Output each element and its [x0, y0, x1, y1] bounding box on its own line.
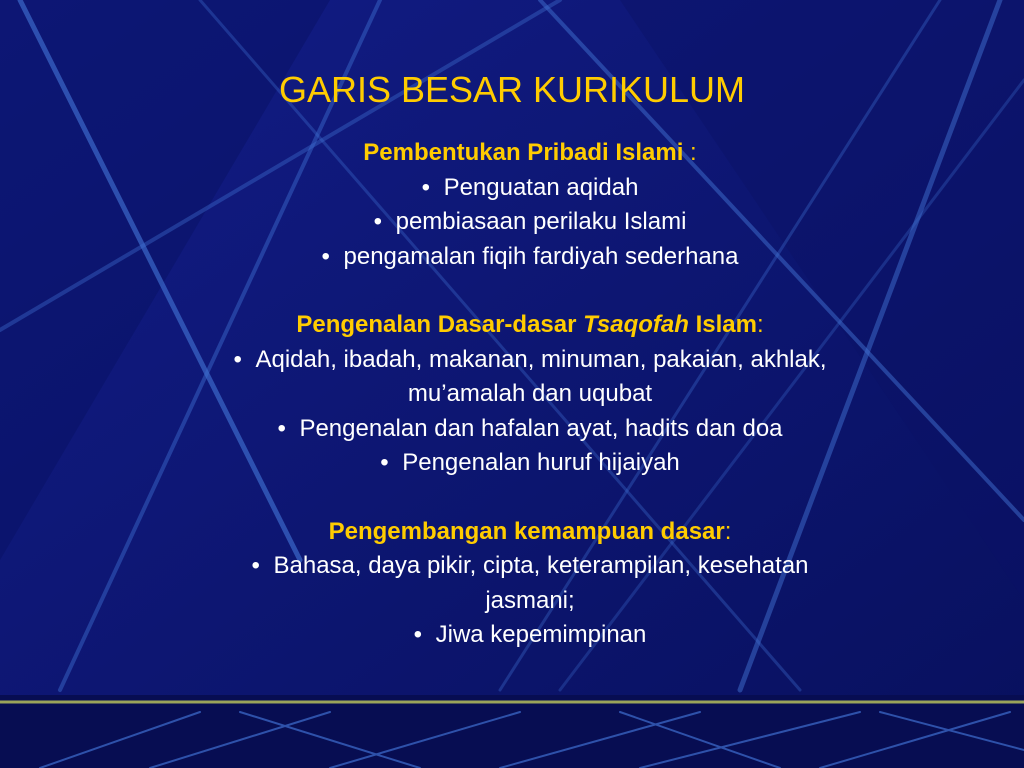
section-heading-pribadi — [150, 136, 910, 171]
heading-suffix: : — [756, 311, 764, 338]
bullet-icon: • — [373, 208, 382, 235]
section-heading-italic: Tsaqofah — [583, 311, 689, 338]
list-item-text: Jiwa kepemimpinan — [435, 621, 647, 648]
list-item-text: Bahasa, daya pikir, cipta, keterampilan, kesehatan — [273, 552, 809, 579]
list-item-text: Pengenalan dan hafalan ayat, hadits dan doa — [299, 414, 783, 442]
section-heading-text: Islam — [688, 311, 757, 338]
list-item-text: jasmani; — [485, 586, 575, 614]
bullet-icon: • — [413, 621, 423, 648]
section-heading-text: Pembentukan Pribadi Islami — [363, 139, 684, 166]
section-heading-kemampuan — [150, 515, 910, 550]
bullet-icon: • — [380, 449, 389, 476]
slide-title: GARIS BESAR KURIKULUM — [278, 69, 746, 110]
slide-content — [150, 136, 910, 653]
list-item-continuation — [150, 584, 910, 619]
list-item — [150, 549, 910, 584]
heading-suffix: : — [683, 139, 697, 166]
section-heading-text: Pengembangan kemampuan dasar — [328, 517, 725, 545]
bullet-icon: • — [421, 173, 430, 201]
section-spacer — [150, 481, 910, 515]
list-item — [150, 412, 910, 447]
section-spacer — [150, 274, 910, 308]
heading-suffix: : — [724, 517, 732, 545]
list-item-continuation — [150, 377, 910, 412]
list-item — [150, 343, 910, 378]
section-heading-text: Pengenalan Dasar-dasar — [296, 311, 584, 338]
section-heading-tsaqofah — [150, 308, 910, 343]
list-item-text: Penguatan aqidah — [443, 173, 639, 201]
list-item — [150, 446, 910, 481]
list-item-text: Aqidah, ibadah, makanan, minuman, pakaian, akhlak, — [255, 345, 827, 373]
bullet-icon: • — [277, 414, 286, 442]
list-item-text: mu’amalah dan uqubat — [407, 380, 653, 407]
list-item-text: pengamalan fiqih fardiyah sederhana — [343, 242, 739, 270]
list-item-text: Pengenalan huruf hijaiyah — [402, 449, 680, 476]
bullet-icon: • — [321, 242, 330, 270]
bullet-icon: • — [251, 552, 260, 579]
list-item — [150, 240, 910, 275]
list-item-text: pembiasaan perilaku Islami — [395, 208, 687, 235]
list-item — [150, 618, 910, 653]
bullet-icon: • — [233, 345, 242, 373]
list-item — [150, 171, 910, 206]
list-item — [150, 205, 910, 240]
